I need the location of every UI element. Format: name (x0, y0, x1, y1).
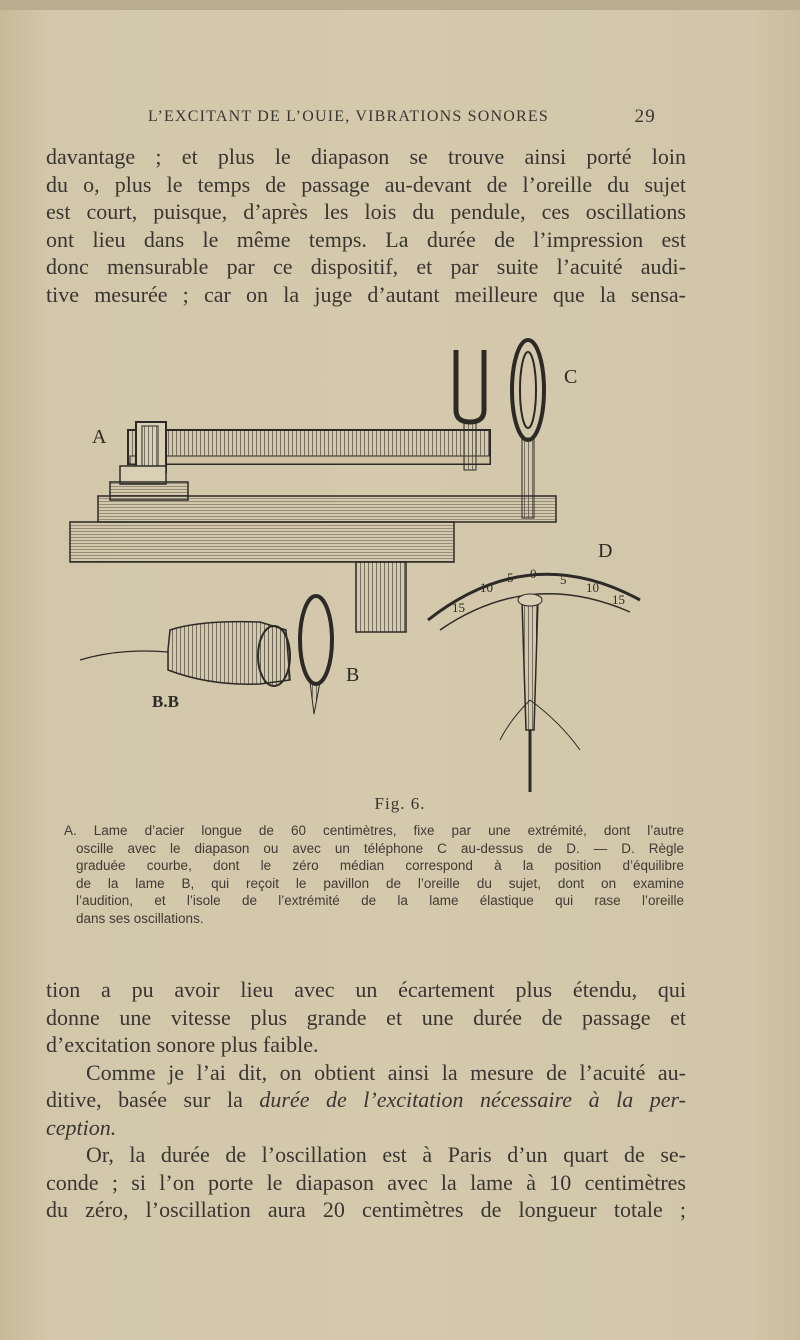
text-line: du zéro, l’oscillation aura 20 centimètres de longueur totale ; (46, 1197, 686, 1222)
label-d: D (598, 540, 613, 562)
figure-title: Fig. 6. (374, 794, 426, 813)
artist-signature: B.B (152, 692, 179, 711)
italic-span: durée de l’excitation nécessaire à la per- (259, 1087, 686, 1112)
caption-line: de la lame B, qui reçoit le pavillon de l’oreille du sujet, dont on examine (76, 875, 684, 891)
text-line: ception. (46, 1114, 117, 1140)
text-line: donc mensurable par ce dispositif, et par suite l’acuité audi- (46, 254, 686, 279)
caption-line: graduée courbe, dont le zéro médian correspond à la position d’équilibre (76, 858, 684, 873)
caption-line: oscille avec le diapason ou avec un téléphone C au-dessus de D. — D. Règle (76, 840, 684, 856)
label-c: C (564, 366, 578, 388)
caption-line: dans ses oscillations. (76, 910, 204, 926)
text-line: d’excitation sonore plus faible. (46, 1032, 319, 1057)
paragraph-bottom (46, 976, 686, 1224)
scale-tick: 10 (586, 580, 599, 595)
page-top-edge (0, 0, 800, 10)
label-b: B (346, 664, 360, 686)
scale-tick: 15 (452, 600, 465, 615)
scale-tick: 10 (480, 580, 493, 595)
scale-tick: 5 (507, 570, 514, 585)
scale-tick: 15 (612, 592, 625, 607)
text-line: davantage ; et plus le diapason se trouve ainsi porté loin (46, 144, 686, 169)
running-title: L’EXCITANT DE L’OUIE, VIBRATIONS SONORES (148, 108, 549, 125)
page-number: 29 (634, 106, 656, 127)
paragraph-top (46, 143, 686, 308)
text-line (46, 1086, 686, 1114)
text-line: conde ; si l’on porte le diapason avec la lame à 10 centimètres (46, 1169, 686, 1195)
text-line: tive mesurée ; car on la juge d’autant meilleure que la sensa- (46, 281, 686, 307)
text-line: ont lieu dans le même temps. La durée de l’impression est (46, 226, 686, 252)
text-span: ditive, basée sur la (46, 1087, 260, 1112)
caption-line: l’audition, et l’isole de l’extrémité de la lame élastique qui rase l’oreille (76, 893, 684, 908)
scale-tick: 5 (560, 572, 567, 587)
text-line: du o, plus le temps de passage au-devant de l’oreille du sujet (46, 171, 686, 197)
text-line: donne une vitesse plus grande et une durée de passage et (46, 1004, 686, 1030)
label-a: A (92, 426, 107, 448)
text-line: Comme je l’ai dit, on obtient ainsi la mesure de l’acuité au- (86, 1059, 686, 1085)
text-line: est court, puisque, d’après les lois du pendule, ces oscillations (46, 199, 686, 224)
caption-line: A. Lame d’acier longue de 60 centimètres, fixe par une extrémité, dont l’autre (64, 823, 684, 838)
figure-6-illustration (60, 330, 680, 810)
text-line: tion a pu avoir lieu avec un écartement plus étendu, qui (46, 977, 686, 1002)
apparatus-drawing (60, 330, 680, 810)
text-line: Or, la durée de l’oscillation est à Paris d’un quart de se- (86, 1142, 686, 1167)
figure-caption (64, 822, 684, 927)
scale-tick: 0 (530, 566, 537, 581)
